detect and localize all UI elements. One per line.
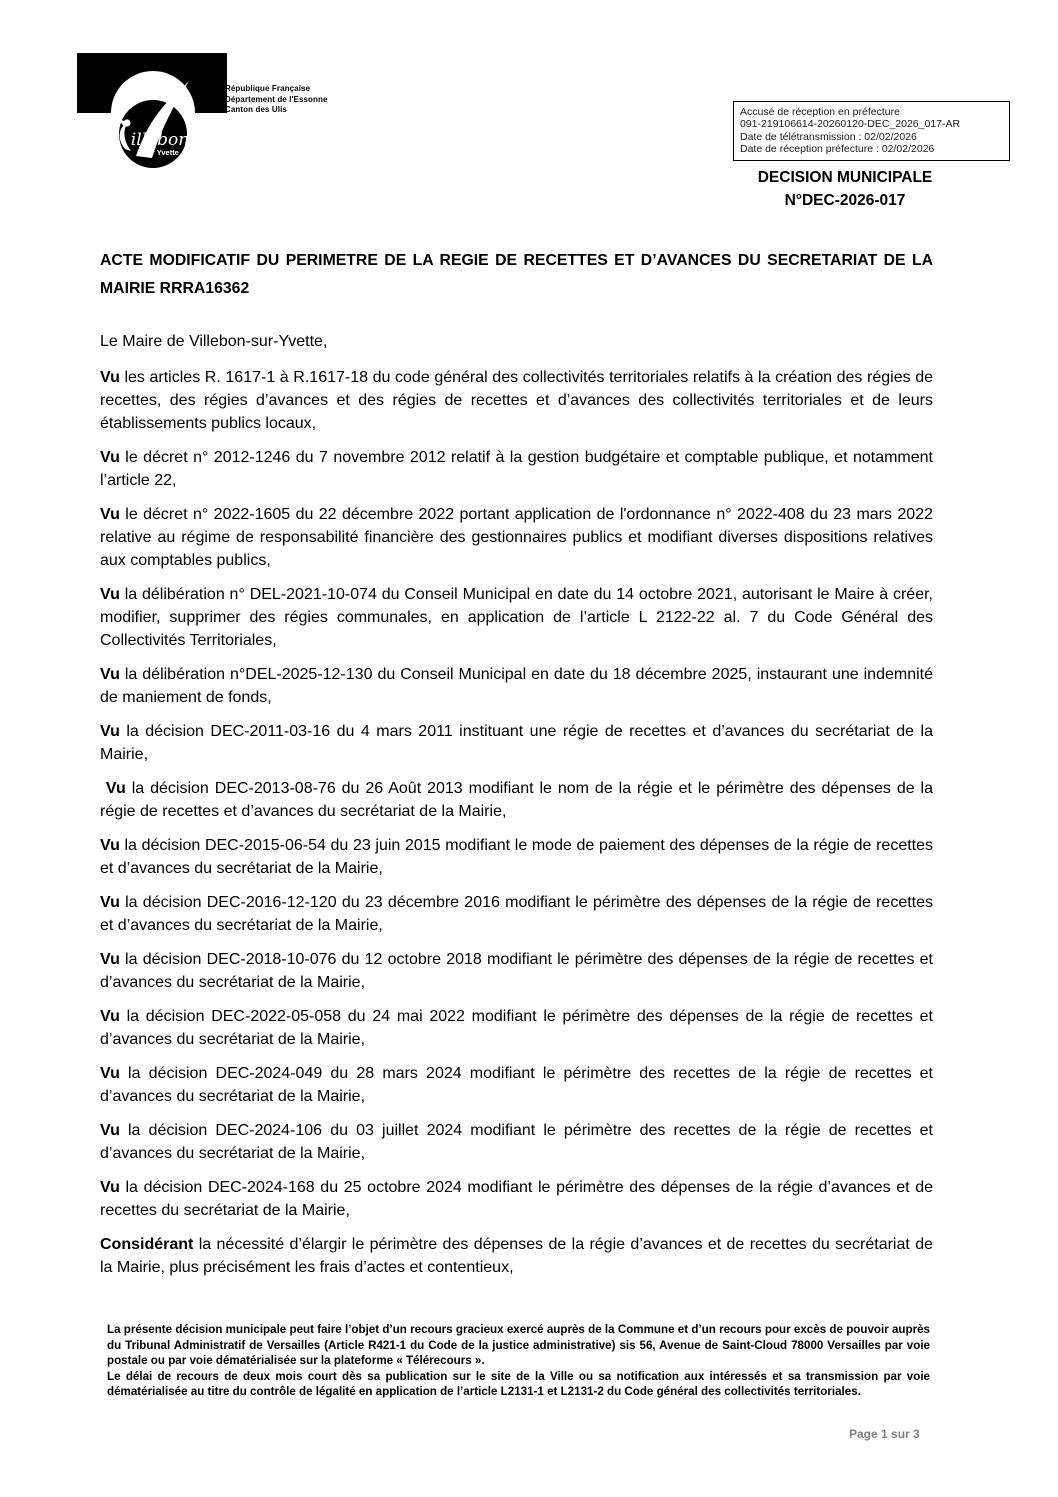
recital-lead: Vu: [100, 506, 120, 523]
recital-paragraph: [100, 446, 933, 492]
recital-paragraph: [100, 503, 933, 572]
recital-lead: Vu: [100, 951, 120, 968]
recital-paragraph: [100, 1176, 933, 1222]
page-number: Page 1 sur 3: [849, 1427, 920, 1441]
recital-paragraph: [100, 1233, 933, 1279]
recital-paragraph: [100, 583, 933, 652]
recital-lead: Vu: [100, 723, 120, 740]
recital-paragraph: [100, 663, 933, 709]
recital-text: les articles R. 1617-1 à R.1617-18 du code général des collectivités territoriales relatifs à la création des régies de recettes, des régies d’avances et des régies de recettes et d’avances des collectivités territoriales et de leurs établissements publics locaux,: [100, 369, 933, 432]
recital-text: la nécessité d’élargir le périmètre des dépenses de la régie d’avances et de recettes du secrétariat de la Mairie, plus précisément les frais d’actes et contentieux,: [100, 1236, 933, 1276]
recital-text: la décision DEC-2024-106 du 03 juillet 2024 modifiant le périmètre des recettes de la régie de recettes et d’avances du secrétariat de la Mairie,: [100, 1122, 933, 1162]
recital-paragraph: [100, 1005, 933, 1051]
recital-text: la décision DEC-2011-03-16 du 4 mars 2011 instituant une régie de recettes et d’avances du secrétariat de la Mairie,: [100, 723, 933, 763]
recital-lead: Considérant: [100, 1236, 194, 1253]
republic-line: République Française: [225, 84, 311, 93]
recital-text: la délibération n° DEL-2021-10-074 du Conseil Municipal en date du 14 octobre 2021, autorisant le Maire à créer, modifier, supprimer des régies communales, en application de l’article L 2122-22 al. 7 du Code Général des Collectivités Territoriales,: [100, 586, 933, 649]
prefecture-receipt-box: [733, 101, 1010, 161]
reception-date: Date de réception préfecture : 02/02/2026: [740, 142, 935, 155]
villebon-logo: [70, 48, 240, 178]
recital-lead: Vu: [100, 1065, 120, 1082]
department-line: Département de l'Essonne: [225, 94, 328, 104]
logo-sub-text: sur Yvette: [143, 148, 179, 157]
recital-lead: Vu: [100, 449, 120, 466]
logo-script-text: illebon: [130, 130, 190, 150]
legal-paragraph: Le délai de recours de deux mois court dès sa publication sur le site de la Ville ou sa notification aux intéressés et sa transmission par voie dématérialisée au titre du contrôle de légalité en application de l’article L2131-1 et L2131-2 du Code général des collectivités territoriales.: [107, 1369, 930, 1399]
recital-lead: Vu: [100, 894, 120, 911]
recital-lead: Vu: [100, 1179, 120, 1196]
legal-paragraph: La présente décision municipale peut faire l’objet d’un recours gracieux exercé auprès de la Commune et d’un recours pour excès de pouvoir auprès du Tribunal Administratif de Versailles (Article R421-1 du Code de la justice administrative) sis 56, Avenue de Saint-Cloud 78000 Versailles par voie postale ou par voie dématérialisée sur la plateforme « Télérecours ».: [107, 1323, 930, 1368]
decision-title: [700, 166, 990, 212]
document-heading: ACTE MODIFICATIF DU PERIMETRE DE LA REGIE DE RECETTES ET D’AVANCES DU SECRETARIAT DE LA MAIRIE RRRA16362: [100, 252, 933, 297]
decision-title-line1: DECISION MUNICIPALE: [757, 169, 933, 186]
recital-paragraph: [100, 834, 933, 880]
recital-paragraph: [100, 720, 933, 766]
recital-lead: Vu: [100, 586, 120, 603]
document-body: [100, 247, 933, 1279]
recital-text: la décision DEC-2024-168 du 25 octobre 2024 modifiant le périmètre des dépenses de la régie d’avances et de recettes du secrétariat de la Mairie,: [100, 1179, 933, 1219]
recital-text: le décret n° 2012-1246 du 7 novembre 2012 relatif à la gestion budgétaire et comptable publique, et notamment l’article 22,: [100, 449, 933, 489]
recital-text: le décret n° 2022-1605 du 22 décembre 2022 portant application de l'ordonnance n° 2022-408 du 23 mars 2022 relative au régime de responsabilité financière des gestionnaires publics et modifiant diverses dispositions relatives aux comptables publics,: [100, 506, 933, 569]
recital-paragraph: [100, 366, 933, 435]
recital-paragraph: [100, 1119, 933, 1165]
recital-lead: Vu: [100, 1008, 120, 1025]
recital-lead: Vu: [100, 780, 126, 797]
teletransmission-date: Date de télétransmission : 02/02/2026: [740, 130, 917, 143]
recital-paragraph: [100, 891, 933, 937]
recital-paragraph: [100, 777, 933, 823]
salutation: Le Maire de Villebon-sur-Yvette,: [100, 333, 328, 350]
recital-lead: Vu: [100, 369, 120, 386]
recital-lead: Vu: [100, 837, 120, 854]
legal-notice: [107, 1322, 930, 1400]
recital-text: la décision DEC-2013-08-76 du 26 Août 2013 modifiant le nom de la régie et le périmètre des dépenses de la régie de recettes et d’avances du secrétariat de la Mairie,: [100, 780, 934, 820]
recital-text: la décision DEC-2024-049 du 28 mars 2024 modifiant le périmètre des recettes de la régie de recettes et d’avances du secrétariat de la Mairie,: [100, 1065, 933, 1105]
administrative-header: [225, 84, 328, 116]
recital-paragraph: [100, 1062, 933, 1108]
recital-lead: Vu: [100, 1122, 120, 1139]
decision-number: N°DEC-2026-017: [784, 192, 906, 209]
canton-line: Canton des Ulis: [225, 105, 287, 114]
recital-text: la décision DEC-2022-05-058 du 24 mai 2022 modifiant le périmètre des dépenses de la régie de recettes et d’avances du secrétariat de la Mairie,: [100, 1008, 933, 1048]
swan-head-icon: [123, 119, 130, 126]
recitals: [100, 366, 933, 1279]
receipt-line: Accusé de réception en préfecture: [740, 106, 900, 118]
receipt-reference: 091-219106614-20260120-DEC_2026_017-AR: [740, 118, 961, 131]
recital-text: la délibération n°DEL-2025-12-130 du Conseil Municipal en date du 18 décembre 2025, instaurant une indemnité de maniement de fonds,: [100, 666, 933, 706]
recital-text: la décision DEC-2016-12-120 du 23 décembre 2016 modifiant le périmètre des dépenses de la régie de recettes et d’avances du secrétariat de la Mairie,: [100, 894, 933, 934]
recital-text: la décision DEC-2018-10-076 du 12 octobre 2018 modifiant le périmètre des dépenses de la régie de recettes et d’avances du secrétariat de la Mairie,: [100, 951, 933, 991]
recital-lead: Vu: [100, 666, 120, 683]
recital-text: la décision DEC-2015-06-54 du 23 juin 2015 modifiant le mode de paiement des dépenses de la régie de recettes et d’avances du secrétariat de la Mairie,: [100, 837, 933, 877]
recital-paragraph: [100, 948, 933, 994]
